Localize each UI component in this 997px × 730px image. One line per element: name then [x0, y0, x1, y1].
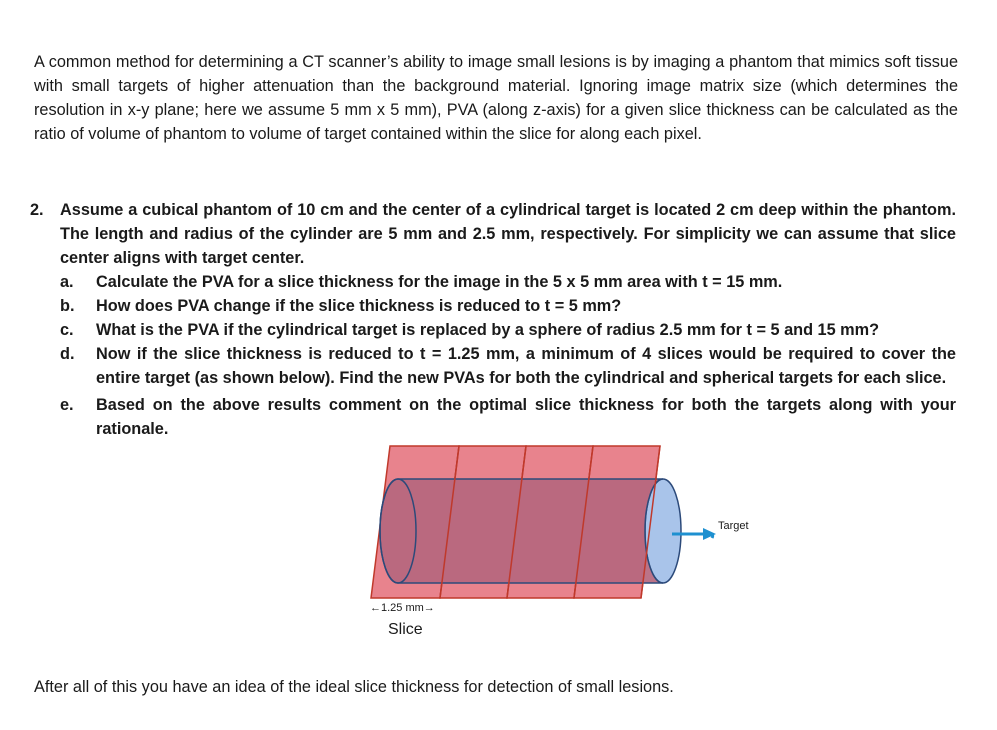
part-c [60, 318, 956, 342]
part-text: Now if the slice thickness is reduced to t = 1.25 mm, a minimum of 4 slices would be required to cover the entire target (as shown below). Find the new PVAs for both the cylindrical and spherical targets for each slice. [96, 345, 956, 387]
slice-thickness-label: ←1.25 mm→ [370, 602, 435, 614]
part-b [60, 294, 956, 318]
question-number: 2. [30, 201, 44, 219]
part-text: What is the PVA if the cylindrical target is replaced by a sphere of radius 2.5 mm for t = 5 and 15 mm? [96, 321, 880, 339]
part-letter: e. [60, 396, 74, 414]
part-letter: b. [60, 297, 75, 315]
part-letter: d. [60, 345, 75, 363]
part-text: Calculate the PVA for a slice thickness for the image in the 5 x 5 mm area with t = 15 mm. [96, 273, 783, 291]
part-letter: a. [60, 273, 74, 291]
part-text: Based on the above results comment on the optimal slice thickness for both the targets along with your rationale. [96, 396, 956, 438]
part-text: How does PVA change if the slice thickness is reduced to t = 5 mm? [96, 297, 622, 315]
part-letter: c. [60, 321, 74, 339]
question-text: Assume a cubical phantom of 10 cm and the center of a cylindrical target is located 2 cm deep within the phantom. The length and radius of the cylinder are 5 mm and 2.5 mm, respectively. For simplicity we can assume that slice center aligns with target center. [60, 201, 956, 267]
question-parts [30, 270, 956, 441]
part-e [60, 393, 956, 441]
cylinder-body [380, 479, 663, 583]
slice-diagram [360, 440, 760, 650]
part-a [60, 270, 956, 294]
target-arrowhead [703, 528, 716, 540]
closing-sentence: After all of this you have an idea of the ideal slice thickness for detection of small lesions. [34, 678, 674, 696]
part-d [60, 342, 956, 390]
intro-paragraph: A common method for determining a CT scanner’s ability to image small lesions is by imaging a phantom that mimics soft tissue with small targets of higher attenuation than the background material. Ignoring image matrix size (which determines the resolution in x-y plane; here we assume 5 mm x 5 mm), PVA (along z-axis) for a given slice thickness can be calculated as the ratio of volume of phantom to volume of target contained within the slice for along each pixel. [34, 53, 958, 143]
target-label: Target [718, 520, 749, 532]
slice-diagram-svg [360, 440, 760, 650]
question-2 [30, 198, 956, 441]
slice-label: Slice [388, 621, 423, 638]
